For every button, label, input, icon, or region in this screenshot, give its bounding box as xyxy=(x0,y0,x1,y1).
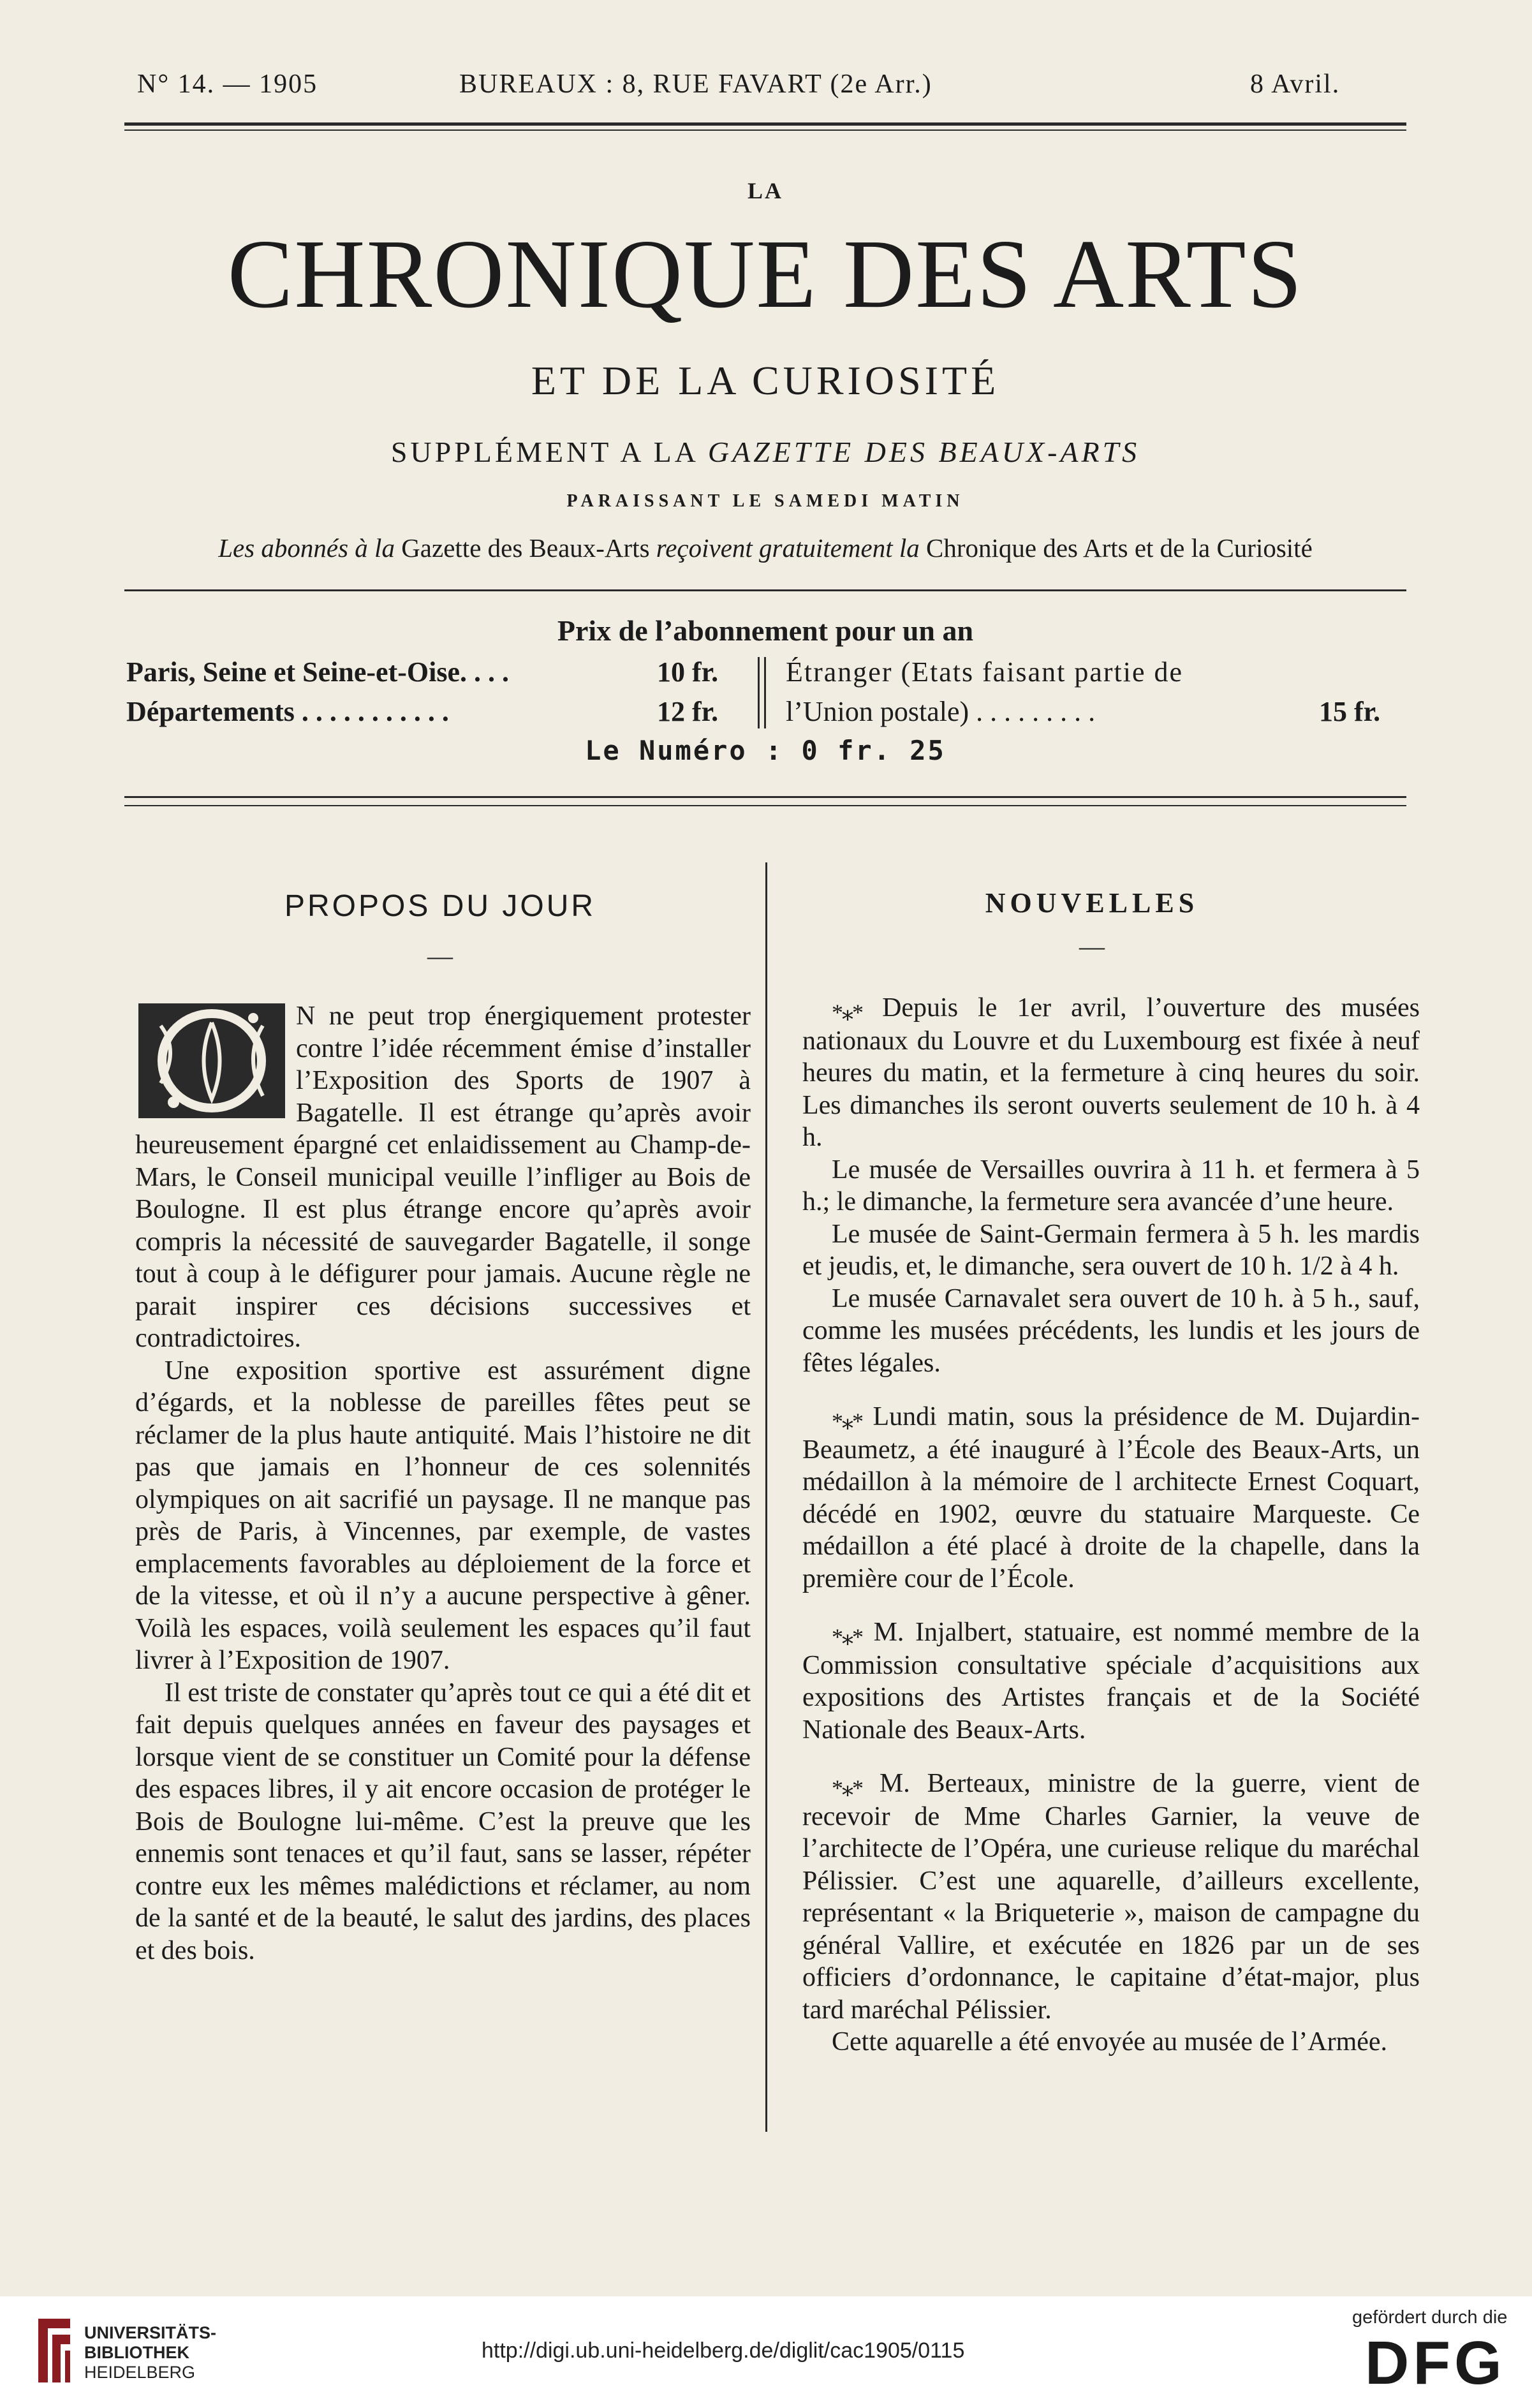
news-item-3 xyxy=(802,1616,1420,1746)
asterism-icon: *⁎* xyxy=(832,1408,862,1434)
news-item-1c: Le musée de Saint-Germain fermera à 5 h. les mardis et jeudis, et, le dimanche, sera ouvert de 10 h. 1/2 à 4 h. xyxy=(802,1219,1420,1281)
price-divider xyxy=(758,657,760,728)
frequency-line: PARAISSANT LE SAMEDI MATIN xyxy=(566,491,964,511)
dfg-logo: DFG xyxy=(1365,2329,1506,2397)
right-column-text xyxy=(802,992,1420,2058)
price-dept-value: 12 fr. xyxy=(657,696,719,727)
news-item-4-text: M. Berteaux, ministre de la guerre, vient de recevoir de Mme Charles Garnier, la veuve de l’architecte de l’Opéra, une curieuse relique du maréchal Pélissier. C’est une aquarelle, d’ailleurs excellente, représentant « la Briqueterie », maison de campagne du général Vallire, et exécutée en 1826 par un de ses officiers d’ordonnance, le capitaine d’état-major, plus tard maréchal Pélissier. xyxy=(802,1769,1420,2025)
pricing-rule xyxy=(124,796,1406,798)
column-divider xyxy=(765,862,767,2132)
right-heading-dash: — xyxy=(1079,932,1105,961)
supplement-prefix: SUPPLÉMENT A LA xyxy=(390,436,698,468)
note-part-3: reçoivent gratuitement la xyxy=(656,533,920,563)
price-paris-label: Paris, Seine et Seine-et-Oise. . . . xyxy=(126,656,509,688)
left-paragraph-1: N ne peut trop énergiquement protester contre l’idée récemment émise d’installer l’Exposition des Sports de 1907 à Bagatelle. Il est étrange qu’après avoir heureusement épargné cet enlaidissement au Champ-de-Mars, le Conseil municipal veuille l’infliger au Bois de Boulogne. Il est plus étrange encore qu’après avoir compris la nécessité de sauvegarder Bagatelle, il songe tout à coup à le défigurer pour jamais. Aucune règle ne parait inspirer ces décisions successives et contradictoires. xyxy=(135,1001,751,1353)
library-logo-icon xyxy=(32,2312,77,2389)
library-name xyxy=(84,2323,216,2382)
news-item-3-text: M. Injalbert, statuaire, est nommé membre de la Commission consultative spéciale d’acquisitions aux expositions des Artistes français et de la Société Nationale des Beaux-Arts. xyxy=(802,1618,1420,1745)
newspaper-subtitle: ET DE LA CURIOSITÉ xyxy=(531,358,1000,403)
news-item-1-text: Depuis le 1er avril, l’ouverture des musées nationaux du Louvre et du Luxembourg est fixée à neuf heures du matin, et la fermeture à cinq heures du soir. Les dimanches ils seront ouverts seulement de 10 h. à 4 h. xyxy=(802,993,1420,1152)
price-foreign-line2: l’Union postale) . . . . . . . . . xyxy=(786,696,1096,727)
title-article: LA xyxy=(747,178,783,203)
subscriber-note xyxy=(124,533,1406,563)
supplement-line xyxy=(124,435,1406,469)
price-paris-value: 10 fr. xyxy=(657,656,719,688)
header-rule xyxy=(124,122,1406,126)
header-rule-thin xyxy=(124,129,1406,131)
left-paragraph-3: Il est triste de constater qu’après tout ce qui a été dit et fait depuis quelques années en faveur des paysages et lorsque vient de se constituer un Comité pour la défense des espaces libres, il y ait encore occasion de protéger le Bois de Boulogne lui-même. C’est la preuve que les ennemis sont tenaces et qu’il faut, sans se lasser, répéter contre eux les mêmes malédictions et réclamer, au nom de la santé et de la beauté, le salut des jardins, des places et des bois. xyxy=(135,1678,751,1965)
left-column-text xyxy=(135,1000,751,1967)
issue-date: 8 Avril. xyxy=(1250,70,1341,99)
source-url-link[interactable]: http://digi.ub.uni-heidelberg.de/diglit/cac1905/0115 xyxy=(482,2338,965,2363)
news-item-1 xyxy=(802,992,1420,1154)
masthead-rule xyxy=(124,589,1406,591)
asterism-icon: *⁎* xyxy=(832,1775,862,1801)
issue-number: N° 14. — 1905 xyxy=(137,70,318,99)
price-foreign-line1: Étranger (Etats faisant partie de xyxy=(786,656,1184,688)
office-address: BUREAUX : 8, RUE FAVART (2e Arr.) xyxy=(459,70,932,99)
note-part-2: Gazette des Beaux-Arts xyxy=(401,533,650,563)
funding-text: gefördert durch die xyxy=(1352,2307,1508,2328)
news-item-2 xyxy=(802,1401,1420,1595)
news-item-1b: Le musée de Versailles ouvrira à 11 h. et fermera à 5 h.; le dimanche, la fermeture sera avancée d’une heure. xyxy=(802,1155,1420,1216)
note-part-1: Les abonnés à la xyxy=(218,533,395,563)
news-item-1d: Le musée Carnavalet sera ouvert de 10 h. à 5 h., sauf, comme les musées précédents, les lundis et les jours de fêtes légales. xyxy=(802,1283,1420,1378)
left-heading: PROPOS DU JOUR xyxy=(284,889,596,923)
right-heading: NOUVELLES xyxy=(985,887,1199,919)
price-foreign-value: 15 fr. xyxy=(1319,696,1381,727)
ornate-o-dropcap-icon xyxy=(135,1000,288,1121)
library-name-line3: HEIDELBERG xyxy=(84,2363,196,2382)
single-issue-price: Le Numéro : 0 fr. 25 xyxy=(585,735,946,766)
supplement-name: GAZETTE DES BEAUX-ARTS xyxy=(707,436,1140,468)
news-item-4 xyxy=(802,1768,1420,2026)
library-name-line1: UNIVERSITÄTS- xyxy=(84,2323,217,2342)
newspaper-title: CHRONIQUE DES ARTS xyxy=(227,220,1304,329)
left-paragraph-2: Une exposition sportive est assurément digne d’égards, et la noblesse de pareilles fêtes peut se réclamer de la plus haute antiquité. Mais l’histoire ne dit pas que jamais en l’honneur de ces solennités olympiques on ait sacrifié un paysage. Il ne manque pas près de Paris, à Vincennes, par exemple, de vastes emplacements favorables au déploiement de la force et de la vitesse, et où il n’y a aucune perspective à gêner. Voilà les espaces, voilà seulement les espaces qu’il faut livrer à l’Exposition de 1907. xyxy=(135,1355,751,1675)
news-item-4b: Cette aquarelle a été envoyée au musée de l’Armée. xyxy=(832,2027,1388,2057)
pricing-rule-thin xyxy=(124,805,1406,806)
pricing-heading: Prix de l’abonnement pour un an xyxy=(557,614,974,647)
left-heading-dash: — xyxy=(427,942,453,970)
asterism-icon: *⁎* xyxy=(832,1000,862,1025)
asterism-icon: *⁎* xyxy=(832,1624,862,1650)
news-item-2-text: Lundi matin, sous la présidence de M. Dujardin-Beaumetz, a été inauguré à l’École des Beaux-Arts, un médaillon à la mémoire de l architecte Ernest Coquart, décédé en 1902, œuvre du statuaire Marqueste. Ce médaillon a été placé à droite de la chapelle, dans la première cour de l’École. xyxy=(802,1402,1420,1593)
library-name-line2: BIBLIOTHEK xyxy=(84,2343,189,2362)
price-divider-2 xyxy=(764,657,766,728)
note-part-4: Chronique des Arts et de la Curiosité xyxy=(925,533,1313,563)
price-dept-label: Départements . . . . . . . . . . . xyxy=(126,696,449,727)
